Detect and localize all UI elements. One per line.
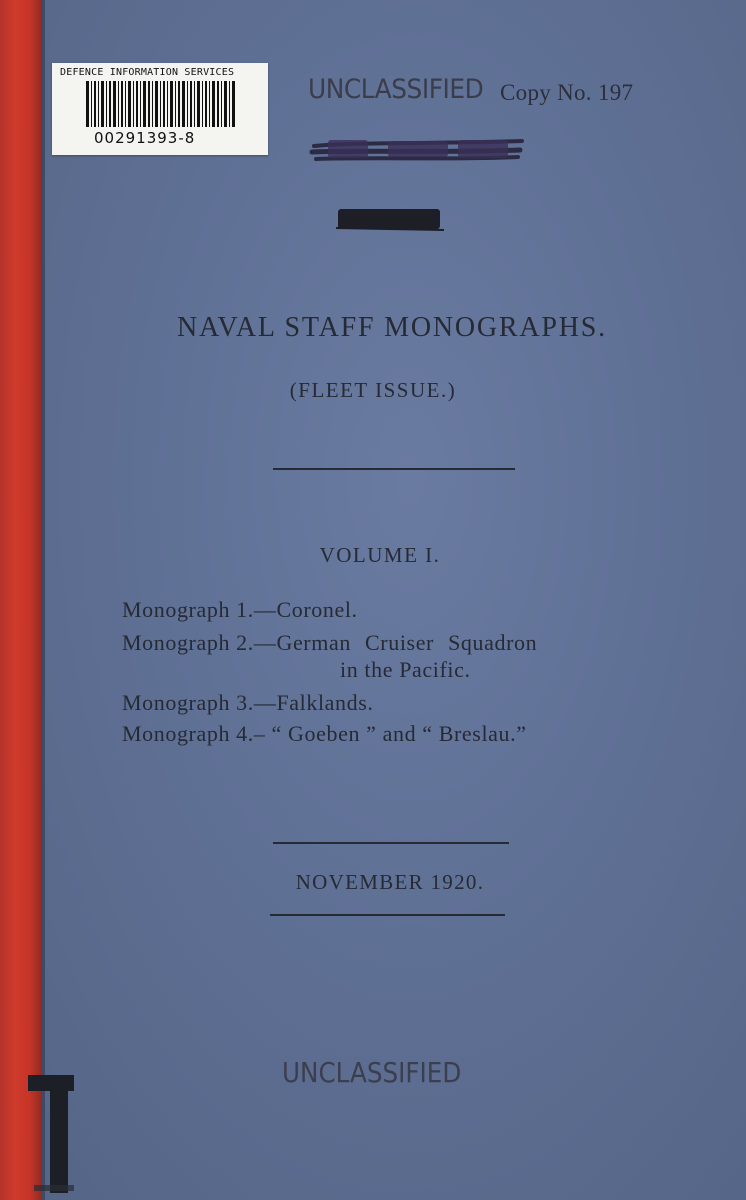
volume-heading: VOLUME I. bbox=[319, 543, 441, 567]
library-mark bbox=[28, 1075, 76, 1193]
monograph-1 bbox=[122, 597, 358, 623]
copy-number: Copy No. 197 bbox=[500, 80, 634, 105]
spine-edge bbox=[42, 0, 45, 1200]
divider-rule bbox=[273, 468, 515, 470]
monograph-label: Monograph 2. bbox=[122, 630, 254, 655]
monograph-2-continuation bbox=[340, 657, 471, 683]
redacted-block bbox=[336, 206, 444, 232]
monograph-3 bbox=[122, 690, 374, 716]
redacted-classification-strike bbox=[308, 132, 528, 168]
document-subtitle: (FLEET ISSUE.) bbox=[289, 378, 457, 402]
monograph-title: —German Cruiser Squadron bbox=[253, 630, 538, 655]
label-title: DEFENCE INFORMATION SERVICES bbox=[60, 67, 235, 78]
unclassified-stamp-top: UNCLASSIFIED bbox=[308, 74, 484, 105]
monograph-title-continuation: in the Pacific. bbox=[340, 657, 471, 682]
red-spine-binding bbox=[0, 0, 42, 1200]
monograph-label: Monograph 1. bbox=[122, 597, 254, 622]
barcode-icon bbox=[86, 81, 236, 127]
monograph-label: Monograph 3. bbox=[122, 690, 254, 715]
document-title: NAVAL STAFF MONOGRAPHS. bbox=[177, 312, 607, 343]
divider-rule bbox=[273, 842, 509, 844]
monograph-label: Monograph 4. bbox=[122, 721, 254, 746]
publication-date: NOVEMBER 1920. bbox=[295, 870, 485, 894]
label-number: 00291393-8 bbox=[94, 129, 196, 147]
monograph-4 bbox=[122, 721, 527, 747]
monograph-title: —Falklands. bbox=[253, 690, 374, 715]
monograph-title: – “ Goeben ” and “ Breslau.” bbox=[253, 721, 527, 746]
monograph-2 bbox=[122, 630, 537, 656]
monograph-title: —Coronel. bbox=[253, 597, 358, 622]
divider-rule bbox=[270, 914, 505, 916]
barcode-label bbox=[52, 63, 268, 155]
unclassified-stamp-bottom: UNCLASSIFIED bbox=[282, 1056, 462, 1089]
